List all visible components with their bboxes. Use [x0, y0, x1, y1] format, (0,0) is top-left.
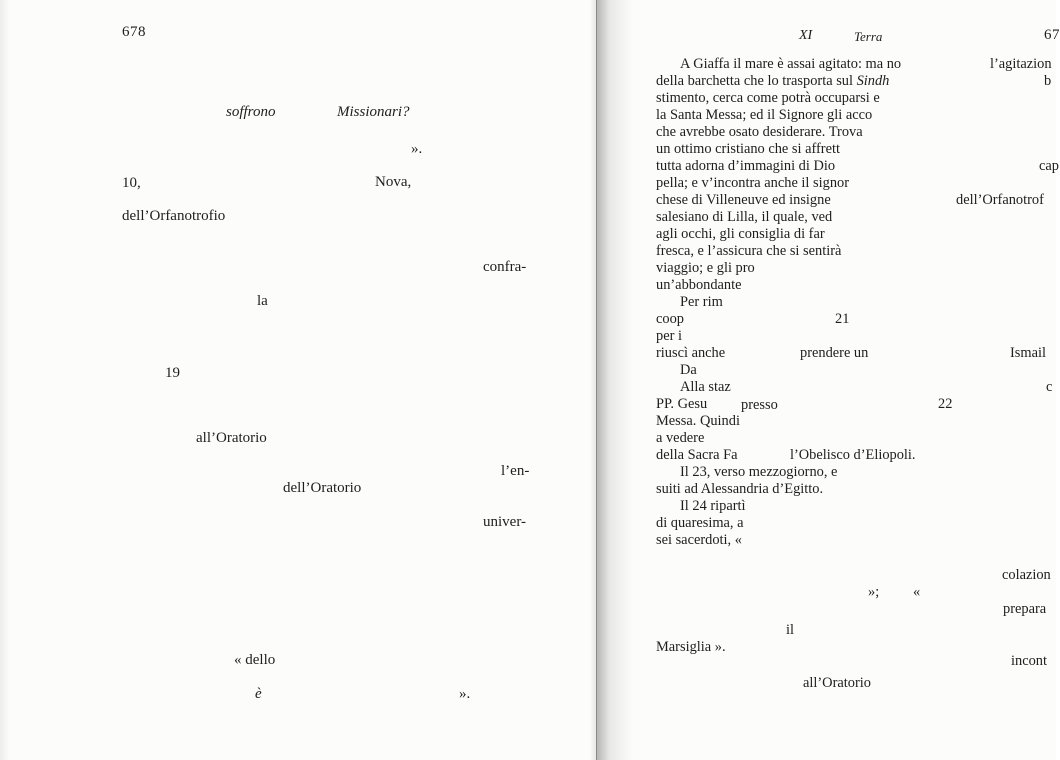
- margin-orfanotrof: dell’Orfanotrof: [956, 192, 1044, 208]
- running-header-title: Terra: [854, 29, 883, 44]
- text-line-1: A Giaffa il mare è assai agitato: ma no: [680, 56, 902, 72]
- text-line-18: riuscì anche: [656, 345, 726, 361]
- text-line-27: Il 24 ripartì: [680, 498, 746, 514]
- word-dello: « dello: [234, 652, 276, 668]
- margin-colazion: colazion: [1002, 567, 1051, 583]
- text-line-6: un ottimo cristiano che si affrett: [656, 141, 840, 157]
- right-page-number: 67: [1044, 27, 1060, 43]
- text-line-25: Il 23, verso mezzogiorno, e: [680, 464, 838, 480]
- word-marsiglia: Marsiglia ».: [656, 639, 726, 655]
- margin-incont: incont: [1011, 653, 1047, 669]
- closing-quote: ».: [411, 141, 423, 157]
- margin-cap: cap: [1039, 158, 1059, 174]
- text-line-20: Alla staz: [680, 379, 731, 395]
- text-line-29: sei sacerdoti, «: [656, 532, 742, 548]
- closing-quote-2: ».: [459, 686, 471, 702]
- word-il: il: [786, 622, 794, 638]
- word-all-oratorio: all’Oratorio: [196, 430, 267, 446]
- text-line-26: suiti ad Alessandria d’Egitto.: [656, 481, 824, 497]
- text-line-22: Messa. Quindi: [656, 413, 740, 429]
- word-e-accent: è: [255, 686, 262, 702]
- text-line-17: per i: [656, 328, 682, 344]
- word-len: l’en-: [501, 463, 530, 479]
- word-soffrono: soffrono: [226, 104, 276, 120]
- page-edge-shadow: [0, 0, 10, 760]
- text-line-16: coop: [656, 311, 684, 327]
- text-line-4: la Santa Messa; ed il Signore gli acco: [656, 107, 873, 123]
- margin-c: c: [1046, 379, 1053, 395]
- number-21: 21: [835, 311, 850, 327]
- text-line-24: della Sacra Fa: [656, 447, 738, 463]
- word-nova: Nova,: [375, 174, 412, 190]
- margin-prepara: prepara: [1003, 601, 1047, 617]
- text-line-2: della barchetta che lo trasporta sul Sindh: [656, 73, 890, 89]
- margin-b: b: [1044, 73, 1052, 89]
- text-line-21: PP. Gesu: [656, 396, 708, 412]
- margin-ismail: Ismail: [1010, 345, 1046, 361]
- word-univer: univer-: [483, 514, 527, 530]
- number-19: 19: [165, 365, 180, 381]
- word-missionari: Missionari?: [337, 104, 410, 120]
- word-all-oratorio-right: all’Oratorio: [803, 675, 871, 691]
- text-line-28: di quaresima, a: [656, 515, 744, 531]
- opening-quote-mid: «: [913, 584, 921, 600]
- text-line-10: salesiano di Lilla, il quale, ved: [656, 209, 833, 225]
- text-line-12: fresca, e l’assicura che si sentirà: [656, 243, 842, 259]
- text-line-3: stimento, cerca come potrà occuparsi e: [656, 90, 880, 106]
- word-dell-oratorio: dell’Oratorio: [283, 480, 362, 496]
- word-la: la: [257, 293, 268, 309]
- running-header-chapter: XI: [799, 28, 813, 43]
- text-line-23: a vedere: [656, 430, 705, 446]
- word-obelisco: l’Obelisco d’Eliopoli.: [790, 447, 916, 463]
- text-line-7: tutta adorna d’immagini di Dio: [656, 158, 836, 174]
- margin-agitazion: l’agitazion: [990, 56, 1052, 72]
- right-page: [597, 0, 1060, 760]
- text-line-15: Per rim: [680, 294, 723, 310]
- word-confra: confra-: [483, 259, 527, 275]
- text-line-8: pella; e v’incontra anche il signor: [656, 175, 850, 191]
- text-line-11: agli occhi, gli consiglia di far: [656, 226, 825, 242]
- word-prendere-un: prendere un: [800, 345, 869, 361]
- text-line-14: un’abbondante: [656, 277, 742, 293]
- gutter-shadow-right: [597, 0, 633, 760]
- word-presso: presso: [741, 397, 778, 413]
- number-22: 22: [938, 396, 953, 412]
- left-page-number: 678: [122, 24, 146, 40]
- text-line-13: viaggio; e gli pro: [656, 260, 755, 276]
- text-line-9: chese di Villeneuve ed insigne: [656, 192, 831, 208]
- number-10: 10,: [122, 175, 141, 191]
- text-line-19: Da: [680, 362, 697, 378]
- closing-quote-mid: »;: [868, 584, 880, 600]
- word-orfanotrofio: dell’Orfanotrofio: [122, 208, 226, 224]
- text-line-5: che avrebbe osato desiderare. Trova: [656, 124, 863, 140]
